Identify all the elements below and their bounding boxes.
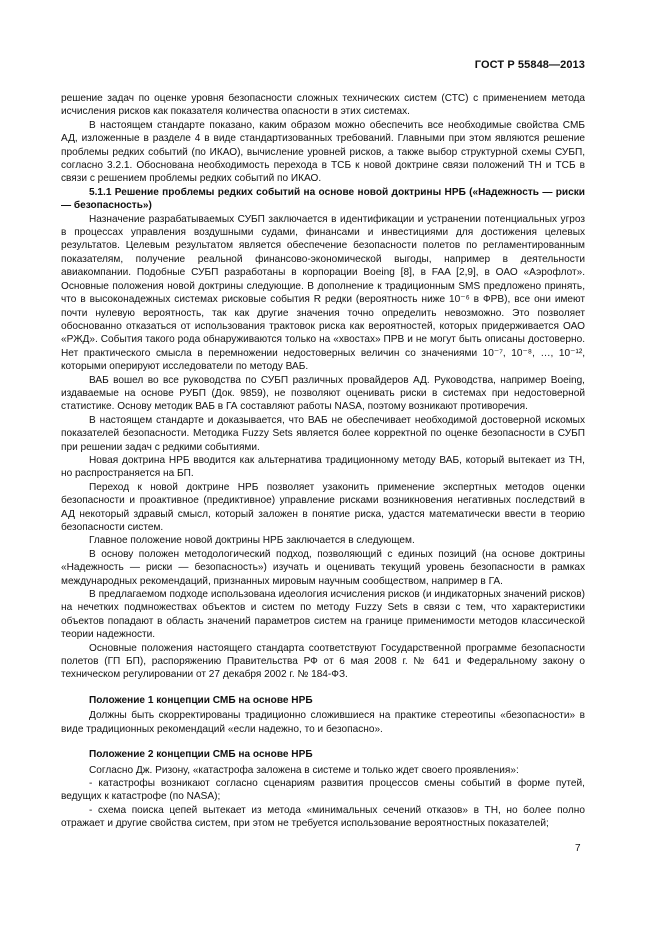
list-item: - катастрофы возникают согласно сценариям развития процессов смены событий в форме путей, ведущих к катастрофе (по NASA); [61, 777, 585, 803]
document-header-id: ГОСТ Р 55848—2013 [474, 59, 585, 71]
paragraph: Переход к новой доктрине НРБ позволяет узаконить применение экспертных методов оценки безопасности и проактивное (предиктивное) управление рисками возникновения негативных последствий в АД некоторый здравый смысл, который заложен в понятие риска, удастся математически ввести в теорию безопасности систем. [61, 481, 585, 533]
paragraph: ВАБ вошел во все руководства по СУБП различных провайдеров АД. Руководства, например Boeing, издаваемые на основе РУБП (Док. 9859), не позволяют оценивать риски в системах при недостоверной статистике. Основу методик ВАБ в ГА составляют работы NASA, поэтому возникают противоречия. [61, 374, 585, 413]
paragraph: В настоящем стандарте показано, каким образом можно обеспечить все необходимые свойства СМБ АД, изложенные в разделе 4 в виде стандартизованных требований. Главными при этом являются решение проблемы редких событий (по ИКАО), вычисление уровней рисков, а также выбор структурной схемы СУБП, согласно 3.2.1. Обоснована необходимость перехода в ТСБ к новой доктрине связи положений ТН и ТСБ в связи с решением проблемы редких событий по ИКАО. [61, 119, 585, 185]
paragraph: Главное положение новой доктрины НРБ заключается в следующем. [89, 535, 415, 547]
section-heading-5-1-1: 5.1.1 Решение проблемы редких событий на основе новой доктрины НРБ («Надежность — риски — безопасность») [61, 186, 585, 212]
paragraph: В предлагаемом подходе использована идеология исчисления рисков (и индикаторных значений рисков) на нечетких подмножествах объектов и систем по методу Fuzzy Sets в связи с тем, что характеристики объектов попадают в область значений параметров систем на границе применимости методов классической теории надежности. [61, 589, 585, 641]
paragraph: Должны быть скорректированы традиционно сложившиеся на практике стереотипы «безопасности» в виде традиционных рекомендаций «если надежно, то и безопасно». [61, 710, 585, 735]
paragraph: В основу положен методологический подход, позволяющий с единых позиций (на основе доктрины «Надежность — риски — безопасность») изучать и оценивать текущий уровень безопасности в рамках международных рекомендаций, признанных мировым научным сообществом, например в ГА. [61, 548, 585, 587]
paragraph: В настоящем стандарте и доказывается, что ВАБ не обеспечивает необходимой достоверной искомых показателей безопасности. Методика Fuzzy Sets является более корректной по оценке безопасности в СУБП при решении задач с редкими событиями. [61, 414, 585, 453]
paragraph: Назначение разрабатываемых СУБП заключается в идентификации и устранении потенциальных угроз в процессах управления воздушными судами, финансами и инвестициями для достижения целевых результатов. Целевым результатом является обеспечение безопасности полетов по регламентированным показателям, получение реальной финансово-экономической выгоды, например в деятельности авиакомпании. Подобные СУБП разработаны в корпорации Boeing [8], в FAA [2,9], в ОАО «Аэрофлот». Основные положения новой доктрины следующие. В дополнение к традиционным SMS предложено принять, что в высоконадежных системах рисковые события R редки (вероятность ниже 10⁻⁶ в ФРВ), все они имеют почти нулевую вероятность, так как другие значения точно определить невозможно. Это позволяет обоснованно отказаться от использования трактовок риска как вероятностей, которых придерживается ОАО «РЖД». События такого рода обнаруживаются только на «хвостах» ПРВ и не могут быть описаны достоверно. Нет практического смысла в перемножении недостоверных величин со значениями 10⁻⁷, 10⁻⁸, …, 10⁻¹², которыми оперируют исследователи по методу ВАБ. [61, 213, 585, 373]
page-number: 7 [575, 843, 581, 854]
paragraph: Новая доктрина НРБ вводится как альтернатива традиционному методу ВАБ, который вытекает из ТН, но распространяется на БП. [61, 454, 585, 480]
list-item: - схема поиска цепей вытекает из метода «минимальных сечений отказов» в ТН, но более полно отражает и другие свойства систем, при этом не требуется использование вероятностных показателей; [61, 804, 585, 830]
position-1-heading: Положение 1 концепции СМБ на основе НРБ [89, 694, 313, 706]
position-2-heading: Положение 2 концепции СМБ на основе НРБ [89, 749, 313, 761]
paragraph: Согласно Дж. Ризону, «катастрофа заложена в системе и только ждет своего проявления»: [89, 764, 519, 776]
paragraph: решение задач по оценке уровня безопасности сложных технических систем (СТС) с применением метода исчисления рисков как показателя количества опасности в этих системах. [61, 93, 585, 118]
document-body [61, 92, 585, 831]
paragraph: Основные положения настоящего стандарта соответствуют Государственной программе безопасности полетов (ГП БП), распоряжению Правительства РФ от 6 мая 2008 г. № 641 и Федеральному закону о техническом регулировании от 27 декабря 2002 г. № 184-ФЗ. [61, 642, 585, 681]
